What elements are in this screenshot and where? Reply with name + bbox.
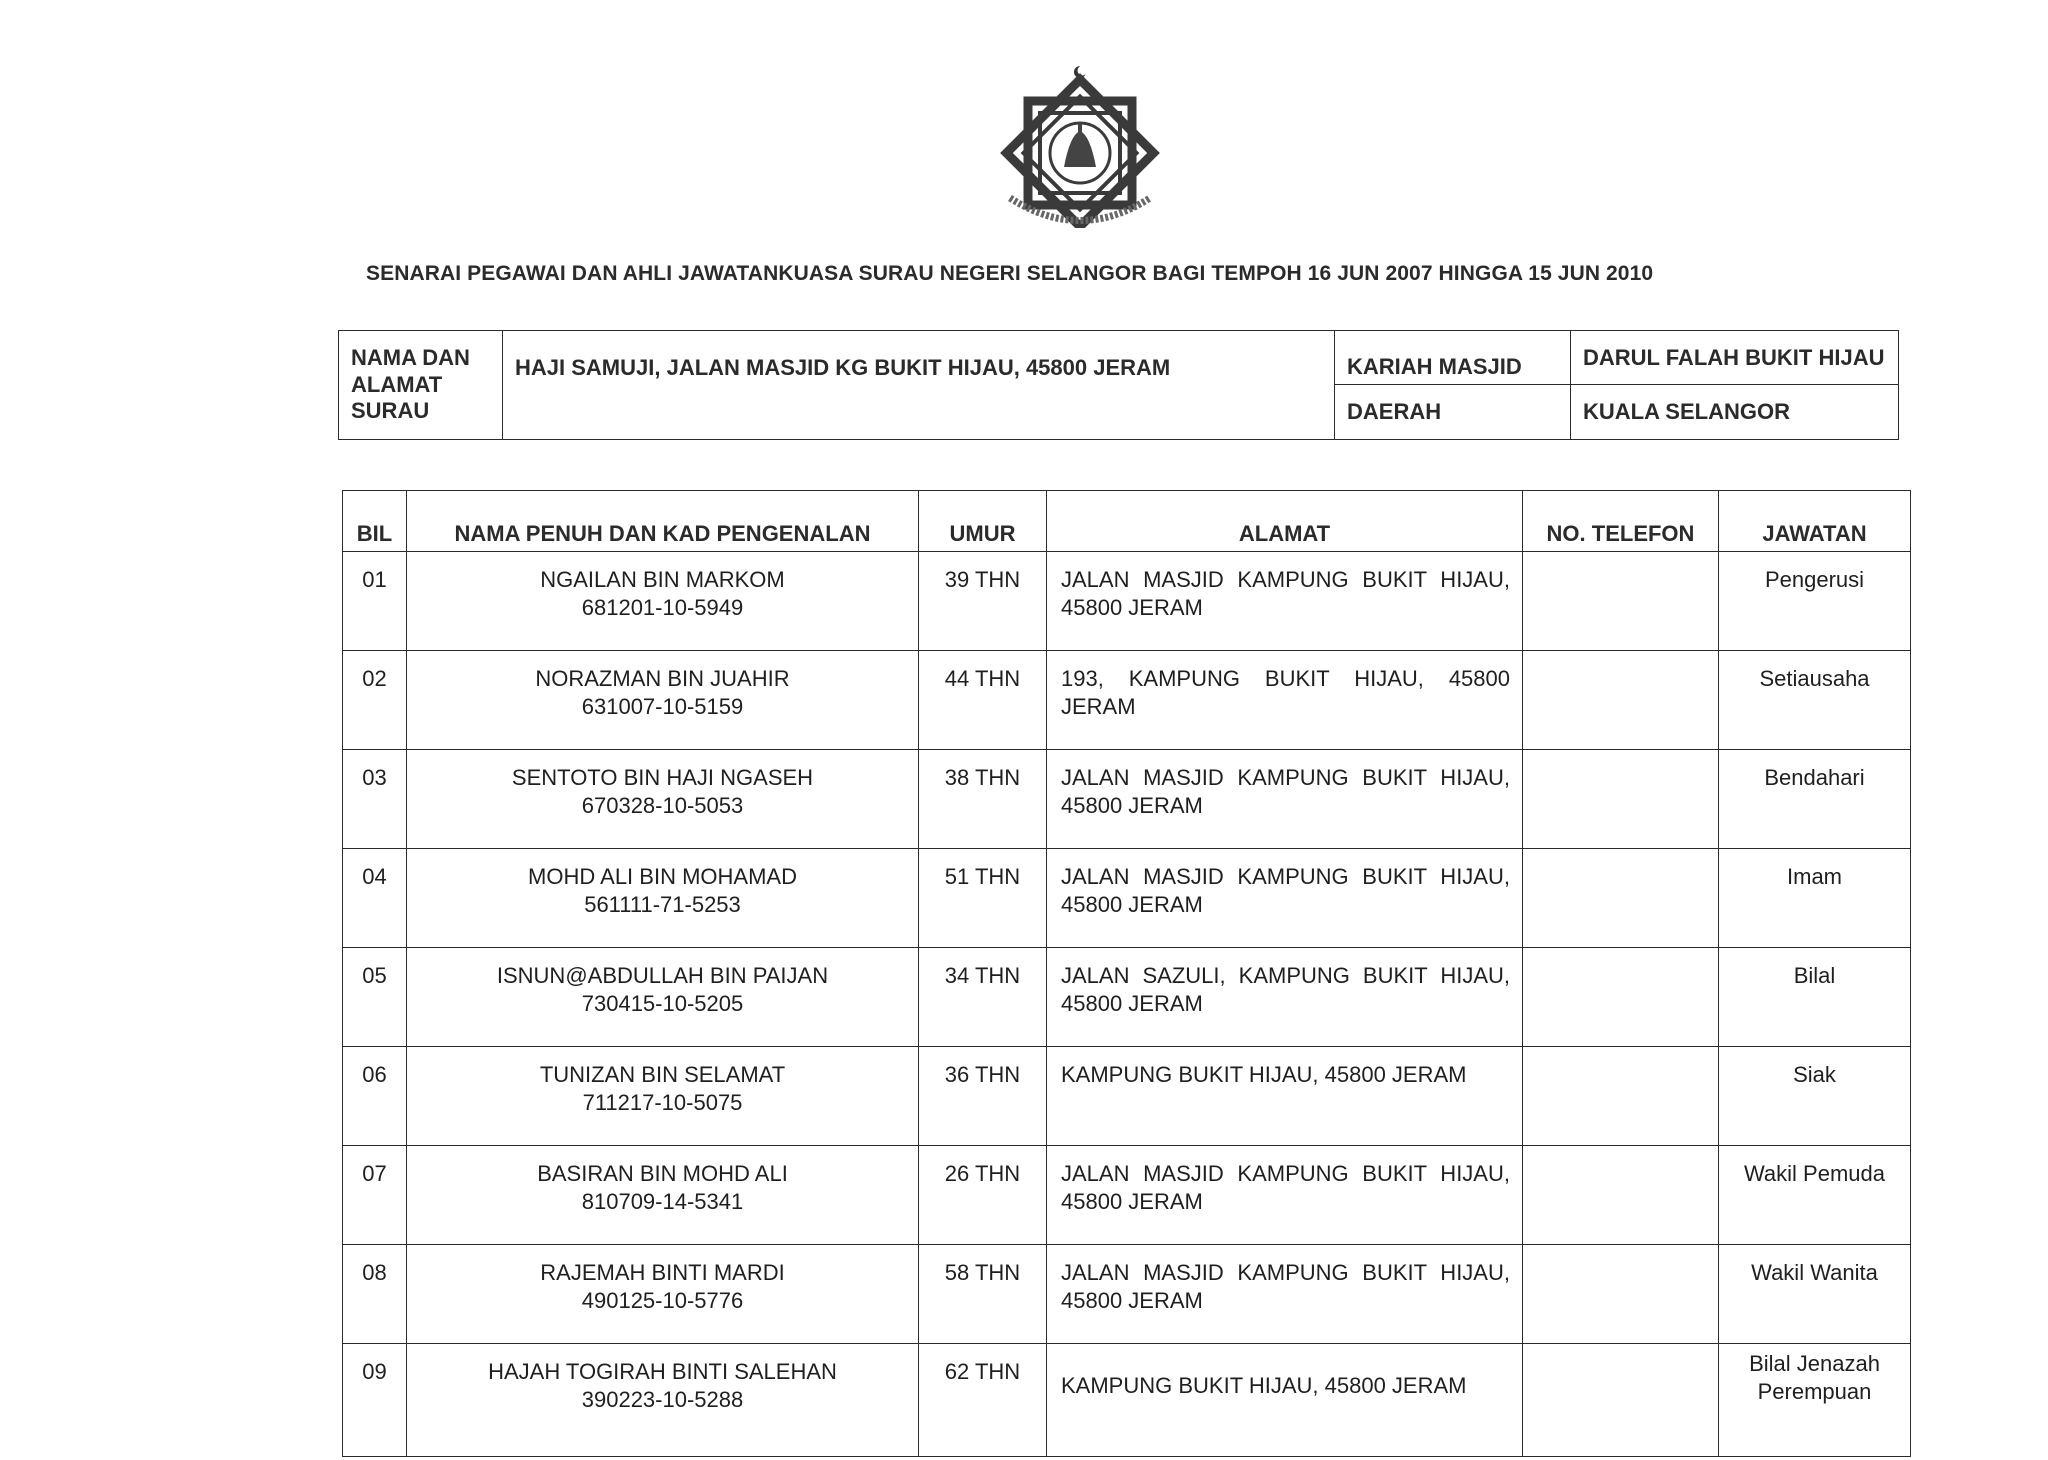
member-name: NGAILAN BIN MARKOM bbox=[540, 567, 785, 592]
daerah-label: DAERAH bbox=[1335, 385, 1571, 440]
row-age: 26 THN bbox=[919, 1146, 1047, 1245]
row-name-cell bbox=[407, 750, 919, 849]
member-ic: 490125-10-5776 bbox=[581, 1288, 744, 1314]
member-ic: 561111-71-5253 bbox=[584, 892, 741, 918]
daerah-value: KUALA SELANGOR bbox=[1571, 385, 1899, 440]
row-phone bbox=[1523, 1146, 1719, 1245]
row-age: 62 THN bbox=[919, 1344, 1047, 1457]
row-position: Siak bbox=[1719, 1047, 1911, 1146]
row-bil: 07 bbox=[343, 1146, 407, 1245]
row-position: Wakil Pemuda bbox=[1719, 1146, 1911, 1245]
table-row bbox=[343, 849, 1911, 948]
header-age: UMUR bbox=[919, 491, 1047, 552]
row-bil: 03 bbox=[343, 750, 407, 849]
row-age: 51 THN bbox=[919, 849, 1047, 948]
member-ic: 670328-10-5053 bbox=[581, 793, 744, 819]
row-age: 44 THN bbox=[919, 651, 1047, 750]
row-phone bbox=[1523, 1047, 1719, 1146]
row-phone bbox=[1523, 1245, 1719, 1344]
row-phone bbox=[1523, 948, 1719, 1047]
member-ic: 631007-10-5159 bbox=[581, 694, 744, 720]
table-row bbox=[343, 552, 1911, 651]
row-bil: 05 bbox=[343, 948, 407, 1047]
row-age: 36 THN bbox=[919, 1047, 1047, 1146]
member-ic: 390223-10-5288 bbox=[581, 1387, 744, 1413]
row-address: JALAN MASJID KAMPUNG BUKIT HIJAU, 45800 JERAM bbox=[1047, 849, 1523, 948]
row-phone bbox=[1523, 651, 1719, 750]
row-name-cell bbox=[407, 651, 919, 750]
row-position: Imam bbox=[1719, 849, 1911, 948]
council-emblem-icon bbox=[990, 58, 1170, 228]
row-age: 58 THN bbox=[919, 1245, 1047, 1344]
member-ic: 681201-10-5949 bbox=[581, 595, 744, 621]
row-address: JALAN MASJID KAMPUNG BUKIT HIJAU, 45800 JERAM bbox=[1047, 1146, 1523, 1245]
row-bil: 06 bbox=[343, 1047, 407, 1146]
row-name-cell bbox=[407, 1245, 919, 1344]
row-address: KAMPUNG BUKIT HIJAU, 45800 JERAM bbox=[1047, 1344, 1523, 1457]
page-title: SENARAI PEGAWAI DAN AHLI JAWATANKUASA SURAU NEGERI SELANGOR BAGI TEMPOH 16 JUN 2007 HINGGA 15 JUN 2010 bbox=[366, 262, 1654, 285]
row-address: 193, KAMPUNG BUKIT HIJAU, 45800 JERAM bbox=[1047, 651, 1523, 750]
row-bil: 08 bbox=[343, 1245, 407, 1344]
row-position: Bilal Jenazah Perempuan bbox=[1719, 1344, 1911, 1457]
row-position: Wakil Wanita bbox=[1719, 1245, 1911, 1344]
header-name: NAMA PENUH DAN KAD PENGENALAN bbox=[407, 491, 919, 552]
row-bil: 01 bbox=[343, 552, 407, 651]
member-name: ISNUN@ABDULLAH BIN PAIJAN bbox=[496, 963, 829, 988]
row-bil: 02 bbox=[343, 651, 407, 750]
member-ic: 810709-14-5341 bbox=[581, 1189, 744, 1215]
row-address: JALAN MASJID KAMPUNG BUKIT HIJAU, 45800 JERAM bbox=[1047, 552, 1523, 651]
row-name-cell bbox=[407, 1344, 919, 1457]
row-bil: 09 bbox=[343, 1344, 407, 1457]
member-name: MOHD ALI BIN MOHAMAD bbox=[528, 864, 797, 889]
table-row bbox=[343, 1344, 1911, 1457]
table-row bbox=[343, 1047, 1911, 1146]
header-position: JAWATAN bbox=[1719, 491, 1911, 552]
table-row bbox=[343, 948, 1911, 1047]
table-row bbox=[343, 750, 1911, 849]
surau-address-value: HAJI SAMUJI, JALAN MASJID KG BUKIT HIJAU, 45800 JERAM bbox=[503, 331, 1335, 440]
row-address: JALAN MASJID KAMPUNG BUKIT HIJAU, 45800 JERAM bbox=[1047, 1245, 1523, 1344]
header-address: ALAMAT bbox=[1047, 491, 1523, 552]
member-name: NORAZMAN BIN JUAHIR bbox=[535, 666, 790, 691]
kariah-value: DARUL FALAH BUKIT HIJAU bbox=[1571, 331, 1899, 385]
table-row bbox=[343, 1245, 1911, 1344]
row-phone bbox=[1523, 552, 1719, 651]
table-header-row bbox=[343, 491, 1911, 552]
member-ic: 711217-10-5075 bbox=[582, 1090, 743, 1116]
member-name: HAJAH TOGIRAH BINTI SALEHAN bbox=[488, 1359, 837, 1384]
member-name: BASIRAN BIN MOHD ALI bbox=[537, 1161, 788, 1186]
header-phone: NO. TELEFON bbox=[1523, 491, 1719, 552]
header-bil: BIL bbox=[343, 491, 407, 552]
member-name: RAJEMAH BINTI MARDI bbox=[540, 1260, 785, 1285]
row-position: Setiausaha bbox=[1719, 651, 1911, 750]
row-name-cell bbox=[407, 948, 919, 1047]
row-phone bbox=[1523, 1344, 1719, 1457]
row-name-cell bbox=[407, 849, 919, 948]
table-row bbox=[343, 1146, 1911, 1245]
row-bil: 04 bbox=[343, 849, 407, 948]
row-address: KAMPUNG BUKIT HIJAU, 45800 JERAM bbox=[1047, 1047, 1523, 1146]
row-address: JALAN SAZULI, KAMPUNG BUKIT HIJAU, 45800 JERAM bbox=[1047, 948, 1523, 1047]
committee-table bbox=[342, 490, 1911, 1457]
row-name-cell bbox=[407, 1146, 919, 1245]
kariah-label: KARIAH MASJID bbox=[1335, 331, 1571, 385]
row-age: 34 THN bbox=[919, 948, 1047, 1047]
row-name-cell bbox=[407, 1047, 919, 1146]
row-position: Pengerusi bbox=[1719, 552, 1911, 651]
row-name-cell bbox=[407, 552, 919, 651]
surau-name-address-label: NAMA DAN ALAMAT SURAU bbox=[339, 331, 503, 440]
table-row bbox=[343, 651, 1911, 750]
surau-info-table bbox=[338, 330, 1899, 440]
row-phone bbox=[1523, 750, 1719, 849]
row-phone bbox=[1523, 849, 1719, 948]
row-position: Bendahari bbox=[1719, 750, 1911, 849]
member-name: SENTOTO BIN HAJI NGASEH bbox=[511, 765, 814, 790]
row-address: JALAN MASJID KAMPUNG BUKIT HIJAU, 45800 JERAM bbox=[1047, 750, 1523, 849]
row-position: Bilal bbox=[1719, 948, 1911, 1047]
row-age: 38 THN bbox=[919, 750, 1047, 849]
row-age: 39 THN bbox=[919, 552, 1047, 651]
member-name: TUNIZAN BIN SELAMAT bbox=[539, 1062, 786, 1087]
member-ic: 730415-10-5205 bbox=[581, 991, 744, 1017]
